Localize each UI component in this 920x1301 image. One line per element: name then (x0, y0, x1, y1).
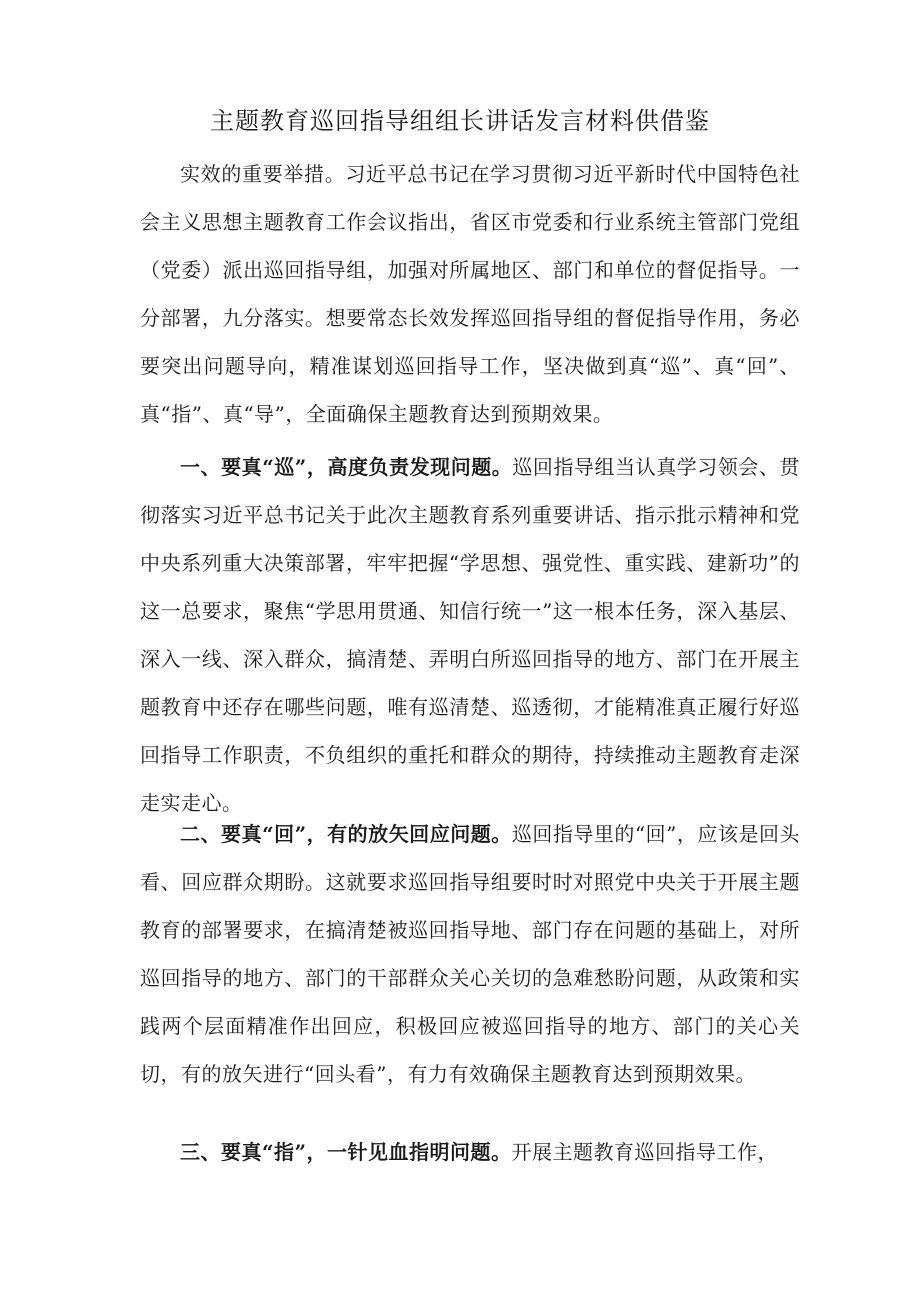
paragraph-section-three (140, 1128, 800, 1176)
paragraph-section-one (140, 443, 800, 827)
section-one-text: 巡回指导组当认真学习领会、贯彻落实习近平总书记关于此次主题教育系列重要讲话、指示批示精神和党中央系列重大决策部署，牢牢把握“学思想、强党性、重实践、建新功”的这一总要求，聚焦“学思用贯通、知信行统一”这一根本任务，深入基层、深入一线、深入群众，搞清楚、弄明白所巡回指导的地方、部门在开展主题教育中还存在哪些问题，唯有巡清楚、巡透彻，才能精准真正履行好巡回指导工作职责，不负组织的重托和群众的期待，持续推动主题教育走深走实走心。 (140, 455, 801, 815)
section-two-text: 巡回指导里的“回”，应该是回头看、回应群众期盼。这就要求巡回指导组要时时对照党中央关于开展主题教育的部署要求，在搞清楚被巡回指导地、部门存在问题的基础上，对所巡回指导的地方、部门的干部群众关心关切的急难愁盼问题，从政策和实践两个层面精准作出回应，积极回应被巡回指导的地方、部门的关心关切，有的放矢进行“回头看”，有力有效确保主题教育达到预期效果。 (140, 822, 801, 1086)
paragraph-section-two (140, 810, 800, 1098)
document-title: 主题教育巡回指导组组长讲话发言材料供借鉴 (210, 107, 710, 135)
section-two-heading: 二、要真“回”，有的放矢回应问题。 (180, 822, 512, 846)
section-one-heading: 一、要真“巡”，高度负责发现问题。 (180, 455, 513, 479)
section-three-text: 开展主题教育巡回指导工作， (511, 1140, 779, 1164)
paragraph-intro-text: 实效的重要举措。习近平总书记在学习贯彻习近平新时代中国特色社会主义思想主题教育工作会议指出，省区市党委和行业系统主管部门党组（党委）派出巡回指导组，加强对所属地区、部门和单位的督促指导。一分部署，九分落实。想要常态长效发挥巡回指导组的督促指导作用，务必要突出问题导向，精准谋划巡回指导工作，坚决做到真“巡”、真“回”、真“指”、真“导”，全面确保主题教育达到预期效果。 (140, 162, 800, 426)
section-three-heading: 三、要真“指”，一针见血指明问题。 (180, 1140, 512, 1164)
paragraph-intro (140, 150, 800, 438)
